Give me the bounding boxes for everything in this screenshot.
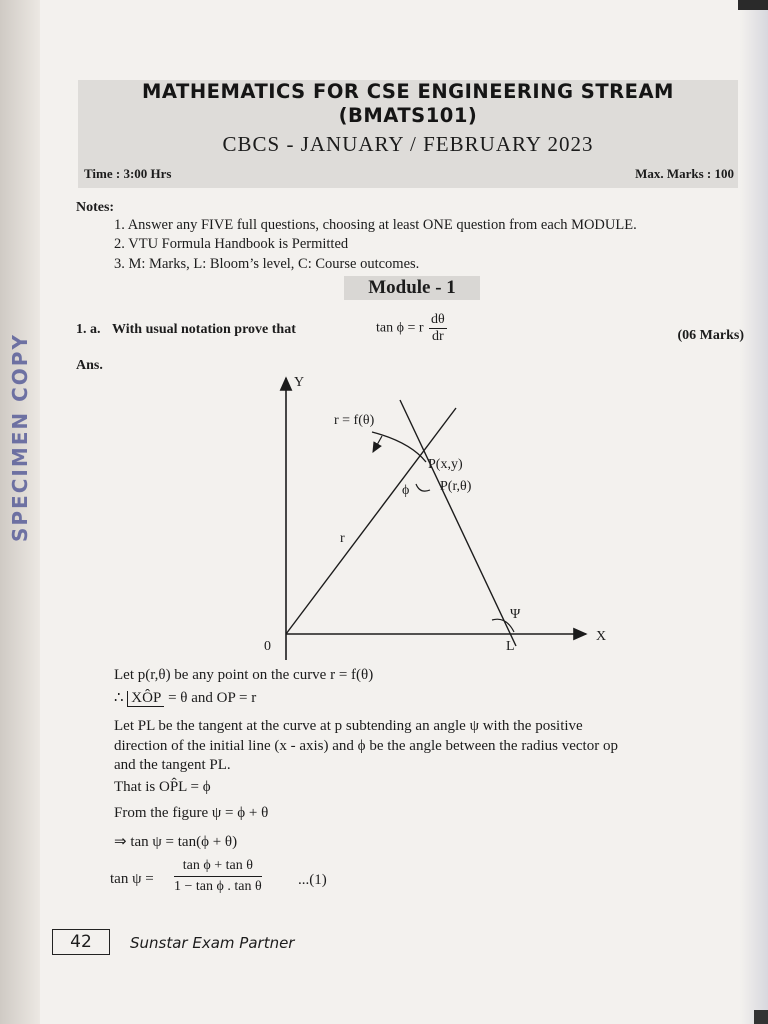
point-p-polar: P(r,θ) <box>440 479 472 494</box>
fraction-denominator: dr <box>432 329 444 344</box>
body-line: That is OP̂L = ϕ <box>114 779 211 795</box>
equation-1-fraction <box>174 858 262 895</box>
course-code: (BMATS101) <box>338 104 478 127</box>
publisher-name: Sunstar Exam Partner <box>130 934 295 952</box>
curve-label: r = f(θ) <box>334 413 375 428</box>
scan-corner-mark <box>738 0 768 10</box>
specimen-stamp: SPECIMEN COPY <box>8 333 32 542</box>
point-p-cartesian: P(x,y) <box>428 457 463 472</box>
body-line: Let p(r,θ) be any point on the curve r = f(θ) <box>114 667 374 683</box>
therefore-symbol: ∴ <box>114 690 124 706</box>
curve-pointer <box>373 436 382 452</box>
answer-label: Ans. <box>76 358 103 373</box>
angle-notation: XÔP <box>127 691 164 707</box>
body-line: From the figure ψ = ϕ + θ <box>114 805 269 821</box>
page-edge <box>740 0 768 1024</box>
body-paragraph: direction of the initial line (x - axis) and ϕ be the angle between the radius vector op <box>114 738 618 754</box>
angle-rest: = θ and OP = r <box>168 690 257 706</box>
note-item: 3. M: Marks, L: Bloom’s level, C: Course outcomes. <box>114 256 420 272</box>
equation-1-denominator: 1 − tan ϕ . tan θ <box>174 879 262 894</box>
exam-header <box>78 80 738 188</box>
origin-label: 0 <box>264 639 271 654</box>
radius-vector-line <box>286 408 456 634</box>
body-paragraph: Let PL be the tangent at the curve at p subtending an angle ψ with the positive <box>114 718 583 734</box>
question-marks: (06 Marks) <box>677 328 744 343</box>
note-item: 1. Answer any FIVE full questions, choosing at least ONE question from each MODULE. <box>114 217 637 233</box>
exam-title: MATHEMATICS FOR CSE ENGINEERING STREAM <box>142 80 674 103</box>
exam-time: Time : 3:00 Hrs <box>84 166 172 181</box>
phi-label: ϕ <box>402 483 410 498</box>
body-line <box>114 688 256 707</box>
tangent-line <box>400 400 516 646</box>
scan-corner-mark-bottom <box>754 1010 768 1024</box>
fraction-numerator: dθ <box>431 312 445 327</box>
question-statement: With usual notation prove that <box>112 322 296 337</box>
equation-1-tag: ...(1) <box>298 872 327 888</box>
radius-label: r <box>340 531 345 546</box>
question-text <box>76 322 296 338</box>
phi-arc <box>416 484 430 491</box>
equation-fraction <box>429 312 447 345</box>
exam-session: CBCS - JANUARY / FEBRUARY 2023 <box>222 132 594 156</box>
x-axis-label: X <box>596 629 607 644</box>
question-equation <box>376 312 447 345</box>
note-item: 2. VTU Formula Handbook is Permitted <box>114 236 349 252</box>
y-axis-label: Y <box>294 375 305 390</box>
body-paragraph: and the tangent PL. <box>114 757 231 773</box>
page-number: 42 <box>52 929 110 955</box>
equation-1-lhs: tan ψ = <box>110 871 154 887</box>
exam-max-marks: Max. Marks : 100 <box>635 166 734 181</box>
body-line: ⇒ tan ψ = tan(ϕ + θ) <box>114 834 238 850</box>
equation-lhs: tan ϕ = r <box>376 320 424 336</box>
question-number: 1. a. <box>76 322 101 337</box>
module-heading: Module - 1 <box>344 276 480 300</box>
notes-heading: Notes: <box>76 200 115 215</box>
equation-1-numerator: tan ϕ + tan θ <box>174 858 262 877</box>
polar-tangent-figure <box>230 370 630 660</box>
point-l-label: L <box>506 639 515 654</box>
psi-label: Ψ <box>510 607 521 622</box>
